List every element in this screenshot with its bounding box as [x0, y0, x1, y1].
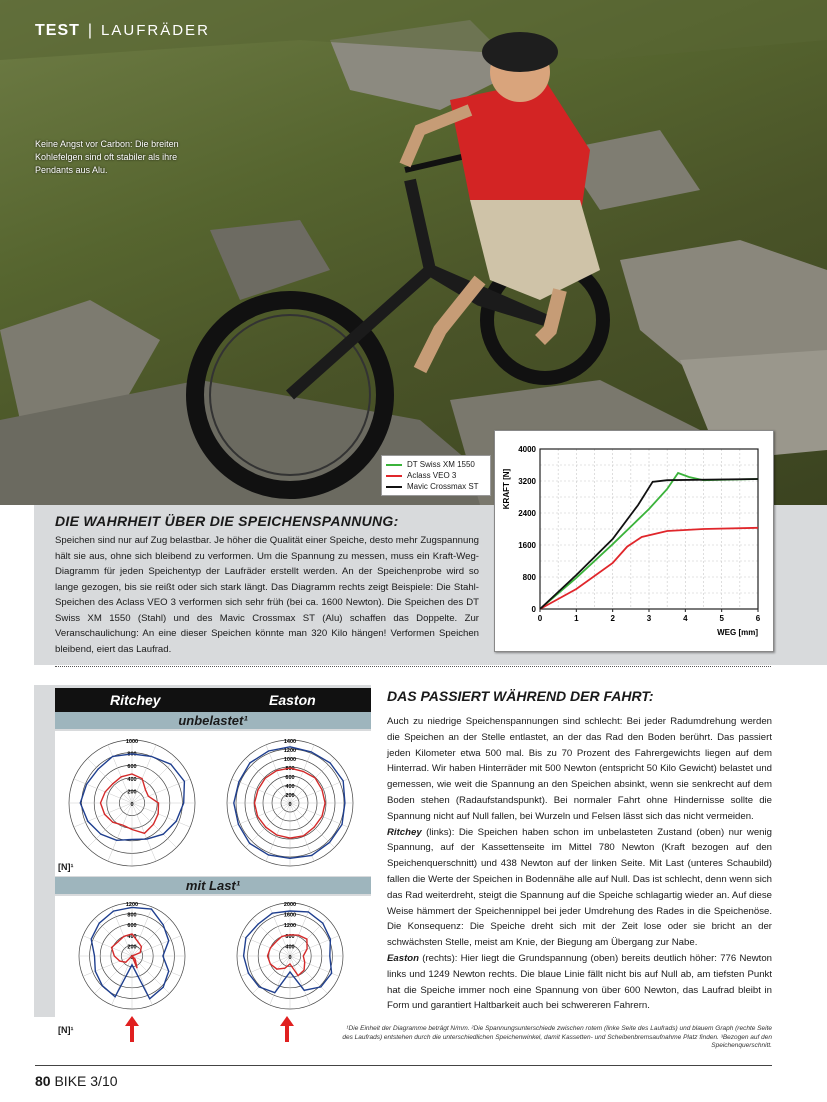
legend-label: Mavic Crossmax ST	[407, 482, 479, 491]
polar-spoke	[132, 803, 156, 861]
polar-spoke	[132, 758, 177, 803]
arrow-up-icon	[280, 1016, 294, 1042]
polar-spoke	[132, 779, 190, 803]
footnote: ¹Die Einheit der Diagramme beträgt N/mm. ²Die Spannungsunterschiede zwischen rotem (linke Seite des Laufrads) und blauem Graph (rechte Seite des Laufrads) entstehen durch die unterschiedlichen Speichenwinkel, damit Kassetten- und Scheibenbremsaufnahme Platz finden. ³Bezogen auf den Speichenquerschnitt.	[342, 1025, 772, 1049]
dotted-divider	[55, 666, 771, 667]
polar-spoke	[232, 803, 290, 827]
y-tick-label: 0	[531, 605, 536, 614]
legend-swatch	[386, 464, 402, 466]
polar-spoke	[290, 803, 314, 861]
polar-spoke	[253, 956, 290, 993]
arrow-up-icon	[125, 1016, 139, 1042]
polar-ring-label: 800	[127, 912, 137, 919]
polar-spoke	[290, 803, 348, 827]
polar-ring-label: 800	[285, 766, 295, 772]
polar-ring-label: 1200	[283, 748, 297, 754]
section1-body: Speichen sind nur auf Zug belastbar. Je höher die Qualität einer Speiche, desto mehr Zugspannung hält sie aus, ohne sich bleibend zu verformen. Um die Spannung zu messen, muss ein Kraft-Weg-Diagramm für jeden Speichentyp der Laufräder erstellt werden. An der Speichenprobe wird so lange gezogen, bis sie reißt oder sich stark längt. Das Diagramm rechts zeigt Beispiele: Die Stahl-Speichen des Aclass VEO 3 verformen sich sehr früh (bei ca. 1600 Newton). Die Speichen des DT Swiss XM 1550 (Stahl) und des Mavic Crossmax ST (Alu) schaffen das Doppelte. Zur Veranschaulichung: An eine dieser Speichen könnte man 320 Kilo hängen! Verformen Speichen bleibend, eiert das Laufrad.	[55, 535, 479, 655]
brand-lead: Easton	[387, 952, 419, 964]
loaded-label: mit Last¹	[55, 877, 371, 894]
page-header	[35, 22, 210, 40]
page-number: 80	[35, 1073, 51, 1089]
polar-spoke	[87, 803, 132, 848]
polar-spoke	[290, 956, 327, 993]
x-tick-label: 0	[537, 614, 543, 623]
polar-ring-label: 600	[127, 764, 137, 771]
load-arrows	[55, 1014, 371, 1044]
polar-ring-label: 0	[130, 802, 134, 808]
footer-rule	[35, 1065, 772, 1066]
force-distance-svg	[495, 431, 773, 651]
x-tick-label: 2	[610, 614, 615, 623]
y-tick-label: 2400	[518, 509, 536, 518]
series-line	[540, 528, 758, 609]
polar-ring-label: 400	[127, 933, 137, 940]
legend-swatch	[386, 475, 402, 477]
polar-ring-label: 800	[127, 751, 137, 758]
polar-ring-label: 0	[130, 955, 134, 961]
polar-ring-label: 600	[127, 923, 137, 930]
polar-ring-label: 2000	[283, 902, 297, 908]
paragraph-text: (rechts): Hier liegt die Grundspannung (oben) bereits deutlich höher: 776 Newton links und 1249 Newton rechts. Die blaue Linie fällt nicht bis auf Null ab, am tiefsten Punkt hat die Speiche immer noch eine Spannung von über 600 Newton, das Laufrad bleibt in Form und garantiert Haltbarkeit auch bei schwereren Fahrern.	[387, 952, 772, 1012]
section2-heading: DAS PASSIERT WÄHREND DER FAHRT:	[387, 688, 654, 704]
paragraph	[387, 951, 772, 1014]
polar-ring-label: 400	[127, 776, 137, 783]
polar-chart-easton-unloaded	[213, 731, 371, 876]
easton-label: Easton	[269, 692, 316, 708]
polar-ring-label: 1000	[283, 757, 297, 763]
force-distance-chart	[494, 430, 774, 652]
polar-ring-label: 0	[288, 955, 292, 961]
paragraph	[387, 825, 772, 951]
y-tick-label: 3200	[518, 477, 536, 486]
polar-chart-easton-loaded	[213, 896, 371, 1018]
x-tick-label: 4	[683, 614, 688, 623]
magazine-issue: BIKE 3/10	[54, 1073, 118, 1089]
polar-ring-label: 1200	[125, 902, 139, 908]
polar-ring-label: 1400	[283, 739, 297, 745]
topic-label: LAUFRÄDER	[101, 22, 210, 39]
photo-caption: Keine Angst vor Carbon: Die breiten Kohlefelgen sind oft stabiler als ihre Pendants aus Alu.	[35, 139, 179, 175]
section-label: TEST	[35, 22, 80, 39]
unloaded-label: unbelastet¹	[55, 712, 371, 729]
polar-spoke	[232, 779, 290, 803]
unit-label: [N]¹	[58, 1025, 74, 1035]
y-tick-label: 4000	[518, 445, 536, 454]
y-axis-label: KRAFT [N]	[502, 468, 511, 510]
x-tick-label: 3	[646, 614, 652, 623]
ritchey-label: Ritchey	[110, 692, 161, 708]
polar-spoke	[290, 758, 335, 803]
legend-label: Aclass VEO 3	[407, 471, 457, 480]
legend-item	[386, 470, 486, 481]
legend-swatch	[386, 486, 402, 488]
polar-spoke	[245, 803, 290, 848]
section1-heading: DIE WAHRHEIT ÜBER DIE SPEICHENSPANNUNG:	[55, 513, 399, 529]
polar-spoke	[266, 803, 290, 861]
polar-ring-label: 400	[285, 944, 295, 951]
polar-spoke	[74, 779, 132, 803]
x-tick-label: 6	[755, 614, 761, 623]
polar-spoke	[108, 803, 132, 861]
polar-spoke	[132, 919, 169, 956]
polar-row-loaded	[55, 896, 371, 1018]
legend-item	[386, 459, 486, 470]
polar-ring-label: 800	[285, 933, 295, 940]
polar-ring-label: 200	[127, 789, 137, 796]
brand-lead: Ritchey	[387, 826, 422, 838]
x-tick-label: 1	[574, 614, 579, 623]
polar-ring-label: 1200	[283, 923, 297, 930]
paragraph: Auch zu niedrige Speichenspannungen sind schlecht: Bei jeder Radumdrehung werden die Speichen an der Stelle entlastet, an der das Rad den Boden berührt. Das passiert jeden Kilometer etwa 500 mal. Bis zu 70 Prozent des Fahrergewichts liegen auf dem Hinterrad. Wir haben Hinterräder mit 500 Newton (entspricht 50 Kilo Gewicht) belastet und gemessen, wie weit die Spannung an den Speichen absinkt, wenn sie senkrecht auf dem Boden stehen (Radaufstandspunkt). Bei normaler Fahrt ohne Hindernisse sollte die Spannung nicht auf Null fallen, bei Wurzeln und Felsen lässt sich das nicht vermeiden.	[387, 716, 772, 822]
polar-ring-label: 1000	[125, 739, 139, 745]
polar-ring-label: 200	[127, 944, 137, 951]
polar-chart-ritchey-loaded	[55, 896, 213, 1018]
legend-item	[386, 481, 486, 492]
x-tick-label: 5	[719, 614, 724, 623]
polar-ring-label: 0	[288, 802, 292, 808]
polar-row-unloaded	[55, 731, 371, 876]
polar-spoke	[132, 803, 177, 848]
paragraph-text: (links): Die Speichen haben schon im unbelasteten Zustand (oben) nur wenig Spannung, auf der Kassettenseite im Mittel 780 Newton (Kraft bezogen auf den Speichenquerschnitt) und 438 Newton auf der linken Seite. Mit Last (unteres Schaubild) fallen die Werte der Speichen in Bodennähe alle auf Null. Das ist schlecht, denn wenn sich das Rad weiterdreht, steigt die Spannung auf die Speiche schlagartig wieder an. Auf diese Weise hämmert der Speichennippel bei jeder Umdrehung des Rades in die Speichenöse. Die Konsequenz: Die Speiche dreht sich mit der Zeit lose oder sie bricht an der schwächsten Stelle, meist am Knie, der Biegung am Übergang zur Nabe.	[387, 826, 772, 949]
polar-spoke	[290, 803, 335, 848]
legend-label: DT Swiss XM 1550	[407, 460, 475, 469]
polar-ring-label: 600	[285, 775, 295, 781]
polar-spoke	[290, 779, 348, 803]
polar-spoke	[245, 758, 290, 803]
polar-spoke	[95, 919, 132, 956]
polar-spoke	[87, 758, 132, 803]
chart-legend	[381, 455, 491, 496]
header-divider: |	[87, 22, 94, 39]
y-tick-label: 800	[522, 573, 536, 582]
polar-header	[55, 688, 371, 712]
polar-ring-label: 200	[285, 793, 295, 799]
polar-ring-label: 1600	[283, 912, 297, 919]
section2-body	[387, 714, 772, 1014]
x-axis-label: WEG [mm]	[717, 628, 758, 637]
polar-ring-label: 400	[285, 784, 295, 790]
y-tick-label: 1600	[518, 541, 536, 550]
folio	[35, 1073, 118, 1089]
polar-chart-ritchey-unloaded	[55, 731, 213, 876]
unit-label: [N]¹	[58, 862, 74, 872]
